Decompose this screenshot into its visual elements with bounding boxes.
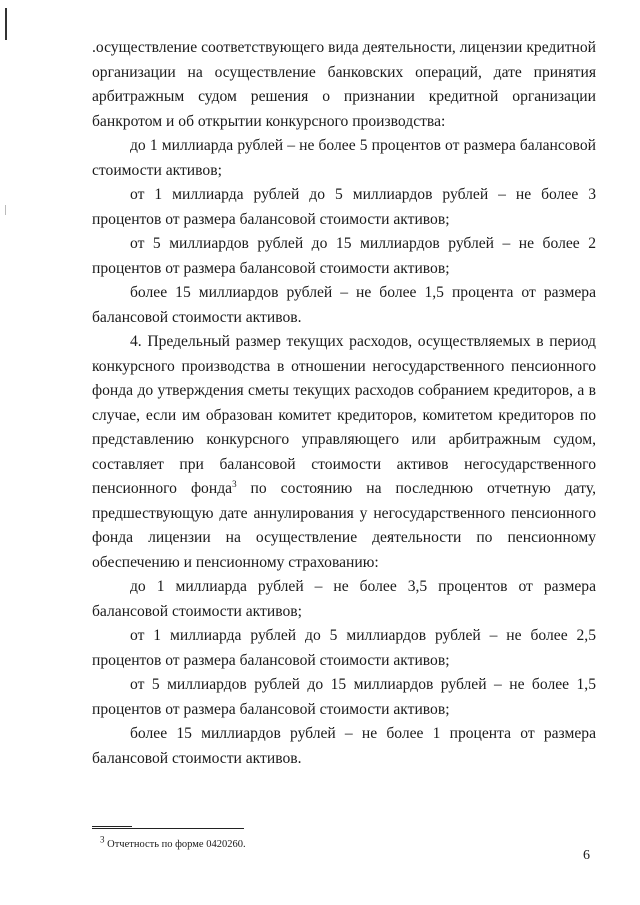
paragraph-6 bbox=[92, 330, 596, 575]
paragraph-5: более 15 миллиардов рублей – не более 1,5 процента от размера балансовой стоимости активов. bbox=[92, 284, 596, 326]
paragraph-2: до 1 миллиарда рублей – не более 5 процентов от размера балансовой стоимости активов; bbox=[92, 137, 596, 179]
footnote-separator-short bbox=[92, 826, 132, 827]
paragraph-4: от 5 миллиардов рублей до 15 миллиардов рублей – не более 2 процентов от размера балансовой стоимости активов; bbox=[92, 235, 596, 277]
footnote-reference: 3 bbox=[232, 478, 237, 489]
scan-edge-mark bbox=[5, 8, 7, 40]
paragraph-6-part-2: по состоянию на последнюю отчетную дату, предшествующую дате аннулирования у негосударственного пенсионного фонда лицензии на осуществление деятельности по пенсионному обеспечению и пенсионному страхованию: bbox=[92, 480, 597, 571]
footnote-number: 3 bbox=[100, 834, 105, 845]
paragraph-1: .осуществление соответствующего вида деятельности, лицензии кредитной организации на осуществление банковских операций, дате принятия арбитражным судом решения о признании кредитной организации банкротом и об открытии конкурсного производства: bbox=[92, 39, 596, 130]
page-number: 6 bbox=[583, 848, 590, 863]
scan-edge-speck bbox=[5, 205, 6, 215]
footnote-text: Отчетность по форме 0420260. bbox=[104, 839, 246, 850]
paragraph-7: до 1 миллиарда рублей – не более 3,5 процентов от размера балансовой стоимости активов; bbox=[92, 578, 596, 620]
paragraph-8: от 1 миллиарда рублей до 5 миллиардов рублей – не более 2,5 процентов от размера балансовой стоимости активов; bbox=[92, 627, 596, 669]
paragraph-9: от 5 миллиардов рублей до 15 миллиардов рублей – не более 1,5 процентов от размера балансовой стоимости активов; bbox=[92, 676, 596, 718]
document-body bbox=[92, 36, 596, 771]
footnote bbox=[100, 834, 246, 852]
footnote-separator bbox=[92, 828, 244, 829]
paragraph-6-part-1: 4. Предельный размер текущих расходов, осуществляемых в период конкурсного производства в отношении негосударственного пенсионного фонда до утверждения сметы текущих расходов собранием кредиторов, а в случае, если им образован комитет кредиторов, комитетом кредиторов по представлению конкурсного управляющего или арбитражным судом, составляет при балансовой стоимости активов негосударственного пенсионного фонда bbox=[92, 333, 596, 497]
paragraph-3: от 1 миллиарда рублей до 5 миллиардов рублей – не более 3 процентов от размера балансовой стоимости активов; bbox=[92, 186, 596, 228]
paragraph-10: более 15 миллиардов рублей – не более 1 процента от размера балансовой стоимости активов. bbox=[92, 725, 596, 767]
